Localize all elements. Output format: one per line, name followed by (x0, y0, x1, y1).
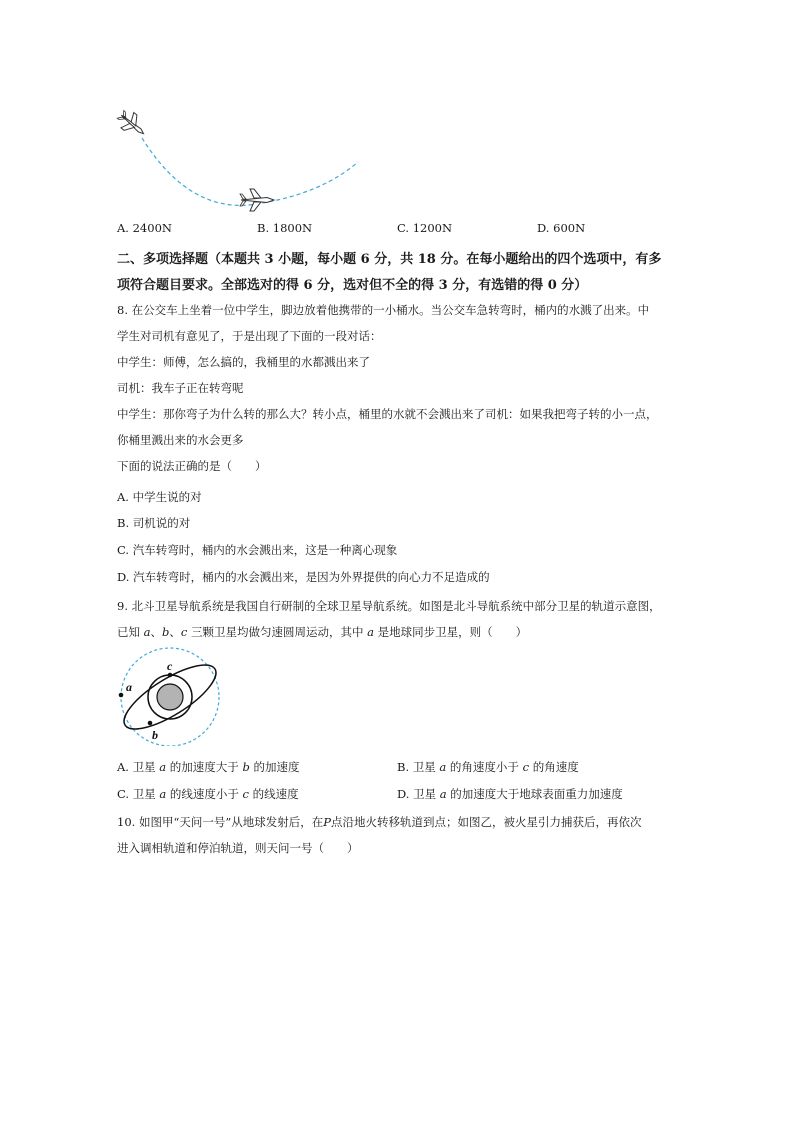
var-p: P (323, 815, 331, 829)
q8-stem-line1: 8. 在公交车上坐着一位中学生，脚边放着他携带的一小桶水。当公交车急转弯时，桶内的水溅了出来。中 (117, 303, 650, 317)
var-a: a (367, 625, 375, 639)
label-c: c (167, 659, 173, 673)
q8-stem-line2: 学生对司机有意见了，于是出现了下面的一段对话： (117, 329, 382, 343)
q9-text: 的线速度小于 (166, 787, 243, 801)
q8-option-d[interactable]: D. 汽车转弯时，桶内的水会溅出来，是因为外界提供的向心力不足造成的 (117, 570, 490, 584)
airplane-icon (240, 189, 274, 211)
q9-option-c[interactable] (117, 786, 299, 802)
q9-text: B. 卫星 (397, 760, 440, 774)
q8-dialogue-exchange-cont: 你桶里溅出来的水会更多 (117, 433, 244, 447)
q7-option-b[interactable]: B. 1800N (257, 221, 313, 235)
q9-text: 是地球同步卫星，则（ ） (374, 625, 528, 639)
q7-option-d[interactable]: D. 600N (537, 221, 586, 235)
q9-text: 的线速度 (248, 787, 299, 801)
var-a: a (159, 760, 167, 774)
q9-option-d[interactable] (397, 786, 623, 802)
q8-option-a[interactable]: A. 中学生说的对 (117, 490, 202, 504)
var-a: a (159, 787, 167, 801)
satellite-b-dot (148, 721, 153, 726)
var-c: c (180, 625, 188, 639)
label-b: b (152, 728, 158, 742)
dashed-flight-curve (142, 138, 358, 205)
q9-text: 的角速度小于 (446, 760, 523, 774)
airplane-icon (114, 108, 150, 141)
q8-dialogue-driver: 司机：我车子正在转弯呢 (117, 381, 244, 395)
q9-text: 三颗卫星均做匀速圆周运动，其中 (187, 625, 368, 639)
q9-option-b[interactable] (397, 759, 579, 775)
label-a: a (126, 680, 132, 694)
var-c: c (522, 760, 530, 774)
q9-text: 已知 (117, 625, 144, 639)
var-a: a (439, 787, 447, 801)
var-a: a (143, 625, 151, 639)
q8-question: 下面的说法正确的是（ ） (117, 459, 267, 473)
q9-stem-line1: 9. 北斗卫星导航系统是我国自行研制的全球卫星导航系统。如图是北斗导航系统中部分卫星的轨道示意图， (117, 599, 661, 613)
q9-text: 的角速度 (529, 760, 579, 774)
section-heading: 二、多项选择题（本题共 3 小题，每小题 6 分，共 18 分。在每小题给出的四个选项中，有多 (117, 252, 662, 267)
q9-text: D. 卫星 (397, 787, 440, 801)
var-b: b (162, 625, 170, 639)
q8-option-c[interactable]: C. 汽车转弯时，桶内的水会溅出来，这是一种离心现象 (117, 543, 398, 557)
satellite-a-dot (119, 693, 124, 698)
q9-text: 的加速度大于 (166, 760, 243, 774)
satellite-c-dot (168, 673, 173, 678)
q10-text: 点沿地火转移轨道到点；如图乙，被火星引力捕获后，再依次 (330, 815, 642, 829)
q7-option-a[interactable]: A. 2400N (117, 221, 172, 235)
var-c: c (242, 787, 249, 801)
q9-stem-line2 (117, 624, 527, 640)
q7-option-c[interactable]: C. 1200N (397, 221, 453, 235)
q9-text: 、 (150, 625, 163, 639)
q8-dialogue-exchange: 中学生：那你弯子为什么转的那么大？转小点，桶里的水就不会溅出来了司机：如果我把弯子转的小一点， (117, 407, 658, 421)
q9-text: C. 卫星 (117, 787, 160, 801)
q10-stem-line2: 进入调相轨道和停泊轨道，则天问一号（ ） (117, 841, 359, 855)
q9-text: 的加速度大于地球表面重力加速度 (446, 787, 623, 801)
q7-flight-path-figure (112, 108, 372, 218)
var-a: a (439, 760, 447, 774)
q9-text: A. 卫星 (117, 760, 160, 774)
var-b: b (242, 760, 250, 774)
section-heading-cont: 项符合题目要求。全部选对的得 6 分，选对但不全的得 3 分，有选错的得 0 分） (117, 278, 588, 293)
earth-planet (157, 684, 183, 710)
q10-stem-line1 (117, 814, 641, 830)
q9-text: 的加速度 (249, 760, 300, 774)
q9-option-a[interactable] (117, 759, 299, 775)
q9-text: 、 (169, 625, 181, 639)
q8-option-b[interactable]: B. 司机说的对 (117, 516, 191, 530)
q8-dialogue-student: 中学生：师傅，怎么搞的，我桶里的水都溅出来了 (117, 355, 370, 369)
q10-text: 10. 如图甲“天问一号”从地球发射后，在 (117, 815, 324, 829)
q9-orbit-figure (112, 646, 232, 746)
